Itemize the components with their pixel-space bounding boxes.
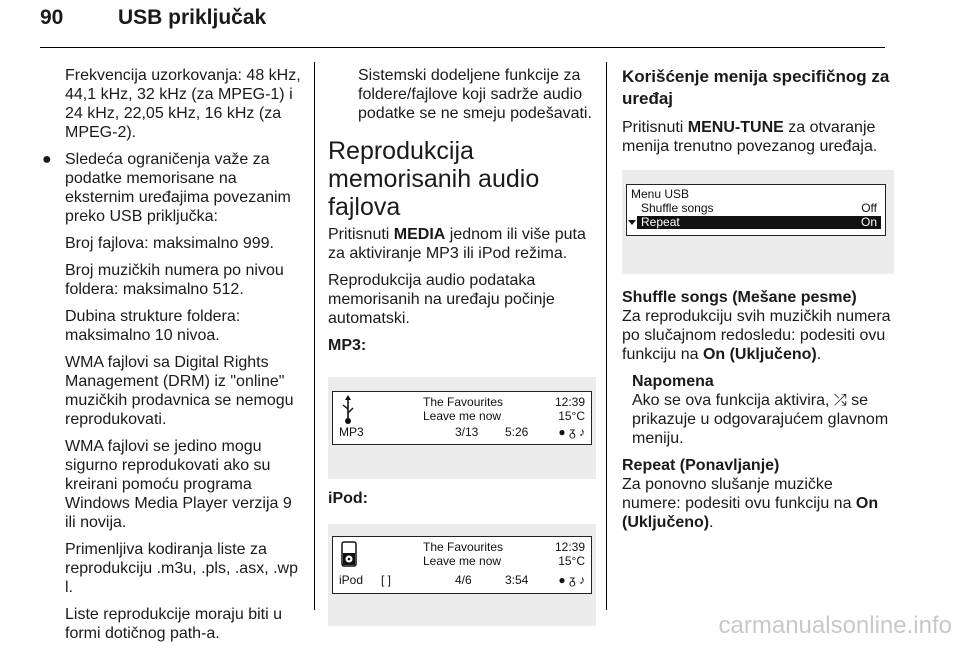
shuffle-heading: Shuffle songs (Mešane pesme) <box>622 289 857 306</box>
limitation-item: Liste reprodukcije moraju biti u formi dotičnog path-a. <box>65 606 282 642</box>
mp3-temperature: 15°C <box>558 409 585 423</box>
note-title: Napomena <box>632 373 714 390</box>
mp3-source: MP3 <box>339 425 364 439</box>
menu-tune-instruction: Pritisnuti MENU-TUNE za otvaranje menija trenutno povezanog uređaja. <box>622 119 878 155</box>
limitation-item: WMA fajlovi sa Digital Rights Management (DRM) iz "online" muzičkih prodavnica se nemogu reprodukovati. <box>65 354 294 428</box>
menu-title: Menu USB <box>631 187 690 201</box>
status-icons: ● ᵹ ♪ <box>558 425 585 439</box>
column-divider-2 <box>606 62 607 610</box>
ipod-track-title: Leave me now <box>423 554 502 568</box>
ipod-display-screen <box>332 536 592 594</box>
column-2 <box>328 66 596 626</box>
repeat-heading: Repeat (Ponavljanje) <box>622 457 780 474</box>
mp3-track-number: 3/13 <box>455 425 479 439</box>
header-rule <box>40 47 885 48</box>
page-title: USB priključak <box>118 6 267 29</box>
arrow-down-icon <box>628 218 636 226</box>
ipod-clock: 12:39 <box>554 540 585 554</box>
sampling-frequency-text: Frekvencija uzorkovanja: 48 kHz, 44,1 kHz, 32 kHz (za MPEG-1) i 24 kHz, 22,05 kHz, 16 kHz (za MPEG-2). <box>65 67 301 141</box>
usb-icon <box>341 395 355 425</box>
menu-item-label: Shuffle songs <box>641 201 714 215</box>
usb-menu-figure <box>622 170 894 274</box>
limitation-item: WMA fajlovi se jedino mogu sigurno reprodukovati ako su kreirani pomoću programa Windows Media Player verzija 9 ili novija. <box>65 438 292 531</box>
limitation-item: Broj muzičkih numera po nivou foldera: maksimalno 512. <box>65 262 284 298</box>
column-divider-1 <box>314 62 315 610</box>
menu-item-value: Off <box>861 201 877 215</box>
mp3-display-figure <box>328 377 596 479</box>
mp3-artist: The Favourites <box>423 395 504 409</box>
ipod-elapsed-time: 3:54 <box>505 573 529 587</box>
limitations-bullet <box>40 150 305 226</box>
mp3-display-screen <box>332 391 592 445</box>
watermark: carmanualsonline.info <box>718 612 952 639</box>
limitation-item: Broj fajlova: maksimalno 999. <box>65 235 274 252</box>
page-number: 90 <box>40 6 64 29</box>
bullet-icon: ● <box>42 151 52 168</box>
column-1 <box>40 66 305 651</box>
autoplay-text: Reprodukcija audio podataka memorisanih na uređaju počinje automatski. <box>328 272 555 327</box>
ipod-display-figure <box>328 524 596 626</box>
column-3 <box>622 66 894 540</box>
ipod-source: iPod <box>339 573 364 587</box>
menu-item-shuffle[interactable] <box>637 202 881 215</box>
ipod-label: iPod: <box>328 490 368 507</box>
usb-menu-screen <box>626 184 886 236</box>
section-heading-device-menu: Korišćenje menija specifičnog za uređaj <box>622 67 890 108</box>
mp3-elapsed-time: 5:26 <box>505 425 529 439</box>
media-instruction: Pritisnuti MEDIA jednom ili više puta za aktiviranje MP3 ili iPod režima. <box>328 226 586 262</box>
limitation-item: Primenljiva kodiranja liste za reprodukciju .m3u, .pls, .asx, .wp l. <box>65 541 298 596</box>
limitation-item: Dubina strukture foldera: maksimalno 10 nivoa. <box>65 308 241 344</box>
ipod-temperature: 15°C <box>558 554 585 568</box>
shuffle-icon: ⤮ <box>833 392 847 409</box>
mp3-clock: 12:39 <box>554 395 585 409</box>
menu-item-label: Repeat <box>641 215 680 229</box>
menu-item-repeat[interactable] <box>637 216 881 229</box>
page-header <box>40 2 885 50</box>
bullet-text: Sledeća ograničenja važe za podatke memorisane na eksternim uređajima povezanim preko USB priključka: <box>65 151 291 225</box>
mp3-label: MP3: <box>328 337 367 354</box>
status-icons: ● ᵹ ♪ <box>558 573 585 587</box>
section-heading-playback: Reprodukcija memorisanih audio fajlova <box>328 137 540 221</box>
ipod-artist: The Favourites <box>423 540 504 554</box>
shuffle-text: Za reprodukciju svih muzičkih numera po slučajnom redosledu: podesiti ovu funkciju na On (Uključeno). <box>622 308 891 363</box>
ipod-brackets: [ ] <box>381 573 392 587</box>
ipod-track-number: 4/6 <box>455 573 472 587</box>
intro-text: Sistemski dodeljene funkcije za foldere/fajlove koji sadrže audio podatke se ne smeju podešavati. <box>358 67 592 122</box>
mp3-track-title: Leave me now <box>423 409 502 423</box>
menu-item-value: On <box>860 215 877 229</box>
note-text: Ako se ova funkcija aktivira, ⤮ se prikazuje u odgovarajućem glavnom meniju. <box>632 392 889 447</box>
repeat-text: Za ponovno slušanje muzičke numere: podesiti ovu funkciju na On (Uključeno). <box>622 476 879 531</box>
ipod-icon <box>341 541 357 567</box>
